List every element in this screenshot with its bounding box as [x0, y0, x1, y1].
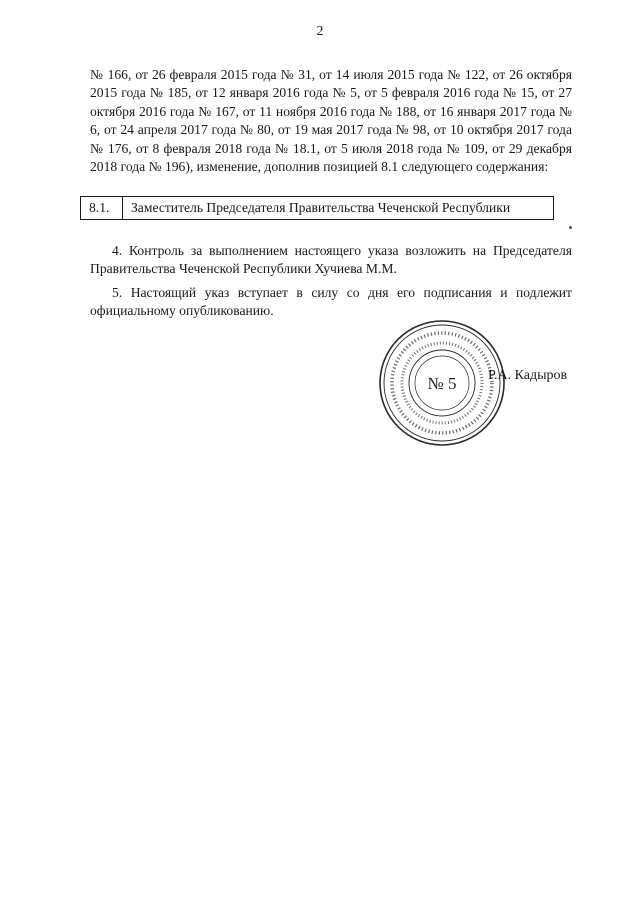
insert-table-row	[80, 196, 554, 220]
seal-number: № 5	[427, 374, 457, 393]
continued-paragraph: № 166, от 26 февраля 2015 года № 31, от 14 июля 2015 года № 122, от 26 октября 2015 года № 185, от 12 января 2016 года № 5, от 5 февраля 2016 года № 15, от 27 октября 2016 года № 167, от 11 ноября 2016 года № 188, от 16 января 2017 года № 6, от 24 апреля 2017 года № 80, от 19 мая 2017 года № 98, от 10 октября 2017 года № 176, от 8 февраля 2018 года № 18.1, от 5 июля 2018 года № 109, от 29 декабря 2018 года № 196), изменение, дополнив позицией 8.1 следующего содержания:	[90, 67, 572, 175]
page-number: 2	[316, 24, 324, 39]
paragraph-control: 4. Контроль за выполнением настоящего указа возложить на Председателя Правительства Чеченской Республики Хучиева М.М.	[90, 243, 572, 277]
paragraph-effect: 5. Настоящий указ вступает в силу со дня его подписания и подлежит официальному опубликованию.	[90, 285, 572, 319]
insert-row-number: 8.1.	[81, 197, 123, 219]
signatory-name: Р.А. Кадыров	[488, 368, 568, 383]
insert-row-text: Заместитель Председателя Правительства Чеченской Республики	[131, 200, 511, 215]
official-seal	[378, 319, 506, 447]
scan-speck	[569, 226, 572, 229]
